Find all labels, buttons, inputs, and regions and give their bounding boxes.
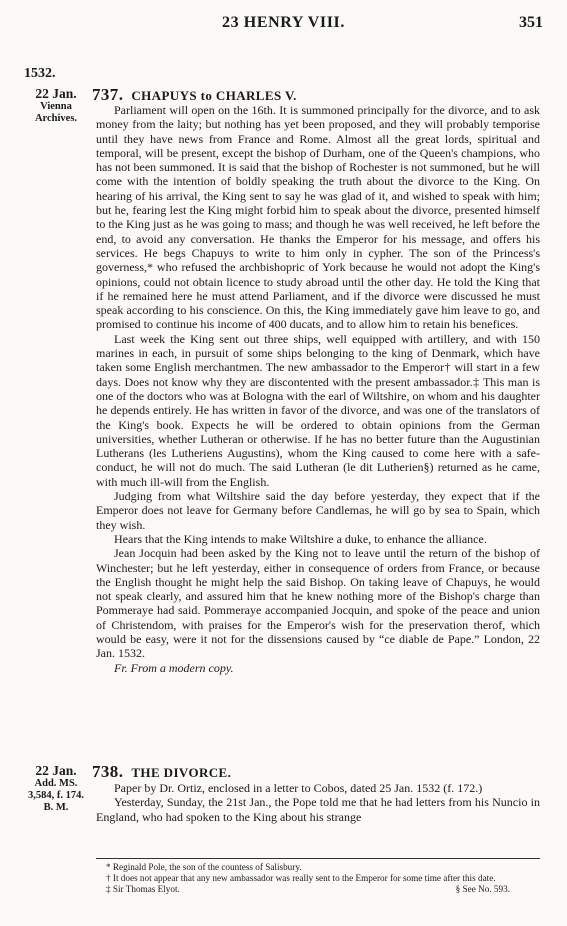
entry-737-heading [92,85,297,105]
page-number: 351 [519,14,543,31]
paragraph: Paper by Dr. Ortiz, enclosed in a letter to Cobos, dated 25 Jan. 1532 (f. 172.) [114,781,483,795]
entry-737-body [96,103,540,675]
paragraph: Judging from what Wiltshire said the day before yesterday, they expect that if the Emperor does not leave for Germany before Candlemas, he will go by sea to Spain, which they wish. [96,489,540,532]
footnote-divider [96,858,540,859]
footnote: * Reginald Pole, the son of the countess of Salisbury. [106,862,302,872]
entry-738-margin [22,763,90,814]
entry-location: Add. MS. [34,778,78,789]
entry-title: THE DIVORCE. [131,765,232,780]
entry-date: 22 Jan. [35,763,77,778]
page-header [0,14,567,34]
paragraph: Jean Jocquin had been asked by the King not to leave until the return of the bishop of Winchester; but he left yesterday, either in consequence of orders from France, or because the English thought he might help the said Bishop. On taking leave of Chapuys, he would not speak clearly, and assured him that he knew nothing more of the Bishop's charge than Pommeraye had said. Pommeraye accompanied Jocquin, and spoke of the peace and union of Christendom, with praises for the Emperor's wish for the preservation therof, which would be easy, were it not for the dissensions caused by “ce diable de Pape.” London, 22 Jan. 1532. [96,546,540,661]
entry-location: Archives. [34,113,78,124]
paragraph: Last week the King sent out three ships, well equipped with artillery, and with 150 marines in each, in pursuit of some ships belonging to the king of Denmark, which have taken some English merchantmen. The new ambassador to the Emperor† will start in a few days. Does not know why they are discontented with the present ambassador.‡ This man is one of the doctors who was at Bologna with the earl of Wiltshire, on whom and his daughter he depends entirely. He has written in favor of the divorce, and was one of the translators of the King's book. Expects he will be ordered to obtain opinions from the German universities, whether Lutheran or otherwise. If he has no better future than the Augustinian Lutherans (les Lutheriens Augustins), whom the King caused to come here with a safe-conduct, he will not do much. The said Lutheran (le dit Lutherien§) returned as he came, with much ill-will from the English. [96,331,540,489]
footnote-row [96,884,540,895]
paragraph: Hears that the King intends to make Wiltshire a duke, to enhance the alliance. [114,531,487,546]
entry-738-body [96,781,540,824]
entry-location: B. M. [43,802,69,813]
running-title: 23 HENRY VIII. [222,14,345,31]
entry-location: Vienna [40,101,72,112]
entry-number: 737. [92,85,124,104]
entry-location: 3,584, f. 174. [28,790,84,801]
entry-title: CHAPUYS to CHARLES V. [131,88,297,103]
source-note: Fr. From a modern copy. [114,660,234,675]
entry-date: 22 Jan. [35,86,77,101]
footnote: † It does not appear that any new ambassador was really sent to the Emperor for some time after this date. [106,873,496,883]
entry-738-heading [92,762,231,782]
entry-737-margin [22,86,90,125]
footnotes [96,862,540,895]
year-label: 1532. [24,66,56,81]
paragraph: Yesterday, Sunday, the 21st Jan., the Pope told me that he had letters from his Nuncio in England, who had spoken to the King about his strange [96,795,540,824]
footnote: ‡ Sir Thomas Elyot. [106,884,180,894]
footnote: § See No. 593. [455,884,510,894]
entry-number: 738. [92,762,124,781]
paragraph: Parliament will open on the 16th. It is summoned principally for the divorce, and to ask money from the laity; but nothing has yet been proposed, and they will probably temporise until they have news from France and Rome. Almost all the great lords, spiritual and temporal, will be present, except the bishop of Durham, one of the Queen's champions, who has not been summoned. It is said that the bishop of Rochester is not summoned, but he will come with the intention of boldly speaking the truth about the divorce to the King. On hearing of his arrival, the King sent to say he was glad of it, and wished to speak with him; but he, fearing lest the King might forbid him to speak about the divorce, presented himself to the King just as he was going to mass; and though he was well received, he left before the end, to avoid any conversation. He thanks the Emperor for his message, and offers his services. He begs Chapuys to write to him only in cypher. The son of the Princess's governess,* who refused the archbishopric of York because he would not adopt the King's opinions, could not obtain licence to study abroad until the other day. He told the King that if he remained here he must attend Parliament, and if the divorce were discussed he must speak according to his conscience. On this, the King immediately gave him leave to go, and promised to continue his income of 400 ducats, and to allow him to retain his benefices. [96,103,540,332]
